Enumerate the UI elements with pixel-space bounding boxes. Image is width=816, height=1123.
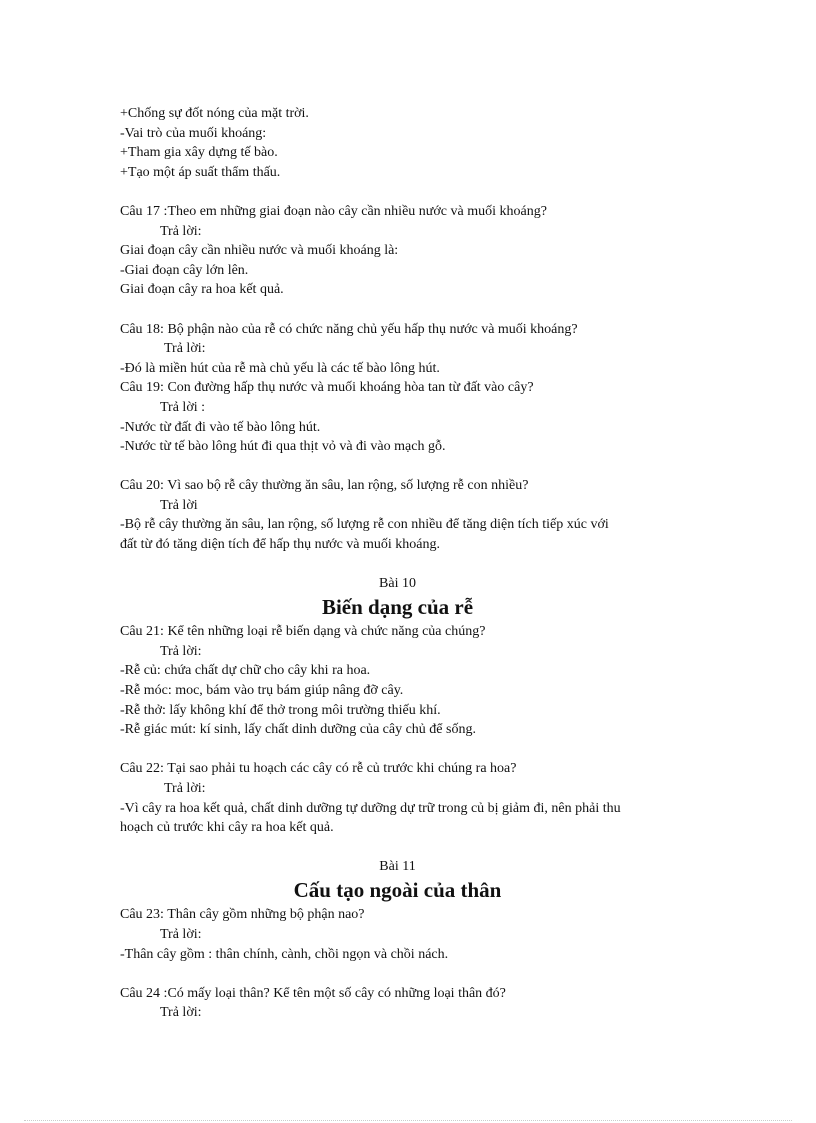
answer-line: -Vì cây ra hoa kết quả, chất dinh dưỡng tự dưỡng dự trữ trong củ bị giảm đi, nên phải thu (120, 800, 621, 816)
lesson-title: Cấu tạo ngoài của thân (293, 878, 502, 903)
answer-line: -Rễ củ: chứa chất dự chữ cho cây khi ra hoa. (120, 663, 371, 679)
answer-line: hoạch củ trước khi cây ra hoa kết quả. (120, 820, 334, 836)
question-18: Câu 18: Bộ phận nào của rễ có chức năng chủ yếu hấp thụ nước và muối khoáng? (120, 321, 578, 337)
lesson-title: Biến dạng của rễ (321, 595, 474, 620)
answer-label: Trả lời: (160, 1005, 202, 1021)
text-line: -Vai trò của muối khoáng: (120, 125, 267, 141)
answer-line: -Đó là miền hút của rễ mà chủ yếu là các tế bào lông hút. (120, 360, 440, 376)
answer-label: Trả lời: (160, 926, 202, 942)
answer-line: -Thân cây gồm : thân chính, cành, chồi ngọn và chồi nách. (120, 946, 449, 962)
question-22: Câu 22: Tại sao phải tu hoạch các cây có rễ củ trước khi chúng ra hoa? (120, 761, 517, 777)
text-line: +Tạo một áp suất thẩm thấu. (120, 164, 281, 180)
answer-line: Giai đoạn cây cần nhiều nước và muối khoáng là: (120, 243, 399, 259)
question-19: Câu 19: Con đường hấp thụ nước và muối khoáng hòa tan từ đất vào cây? (120, 380, 534, 396)
lesson-number: Bài 10 (379, 576, 416, 592)
answer-label: Trả lời (160, 497, 198, 513)
answer-line: -Rễ móc: moc, bám vào trụ bám giúp nâng đỡ cây. (120, 683, 404, 699)
page-bottom-divider (24, 1120, 792, 1121)
answer-line: -Nước từ đất đi vào tế bào lông hút. (120, 419, 321, 435)
answer-line: -Rễ giác mút: kí sinh, lấy chất dinh dưỡng của cây chủ để sống. (120, 722, 476, 738)
answer-line: -Bộ rễ cây thường ăn sâu, lan rộng, số lượng rễ con nhiều để tăng diện tích tiếp xúc với (120, 517, 609, 533)
document-page (120, 104, 700, 1023)
answer-line: -Rễ thở: lấy không khí để thở trong môi trường thiếu khí. (120, 702, 441, 718)
answer-line: -Giai đoạn cây lớn lên. (120, 262, 249, 278)
question-17: Câu 17 :Theo em những giai đoạn nào cây cần nhiều nước và muối khoáng? (120, 203, 547, 219)
text-line: +Tham gia xây dựng tế bào. (120, 145, 278, 161)
question-24: Câu 24 :Có mấy loại thân? Kể tên một số cây có những loại thân đó? (120, 985, 506, 1001)
answer-label: Trả lời: (160, 643, 202, 659)
question-21: Câu 21: Kể tên những loại rễ biến dạng và chức năng của chúng? (120, 624, 486, 640)
answer-label: Trả lời: (160, 223, 202, 239)
lesson-number: Bài 11 (379, 859, 416, 875)
question-20: Câu 20: Vì sao bộ rễ cây thường ăn sâu, lan rộng, số lượng rễ con nhiều? (120, 478, 529, 494)
answer-line: -Nước từ tế bào lông hút đi qua thịt vỏ và đi vào mạch gỗ. (120, 439, 446, 455)
answer-line: đất từ đó tăng diện tích để hấp thụ nước và muối khoáng. (120, 537, 441, 553)
answer-label: Trả lời: (164, 781, 206, 796)
answer-label: Trả lời : (160, 399, 206, 415)
answer-line: Giai đoạn cây ra hoa kết quả. (120, 282, 284, 298)
question-23: Câu 23: Thân cây gồm những bộ phận nao? (120, 907, 365, 923)
answer-label: Trả lời: (164, 341, 206, 357)
text-line: +Chống sự đốt nóng của mặt trời. (120, 106, 309, 121)
